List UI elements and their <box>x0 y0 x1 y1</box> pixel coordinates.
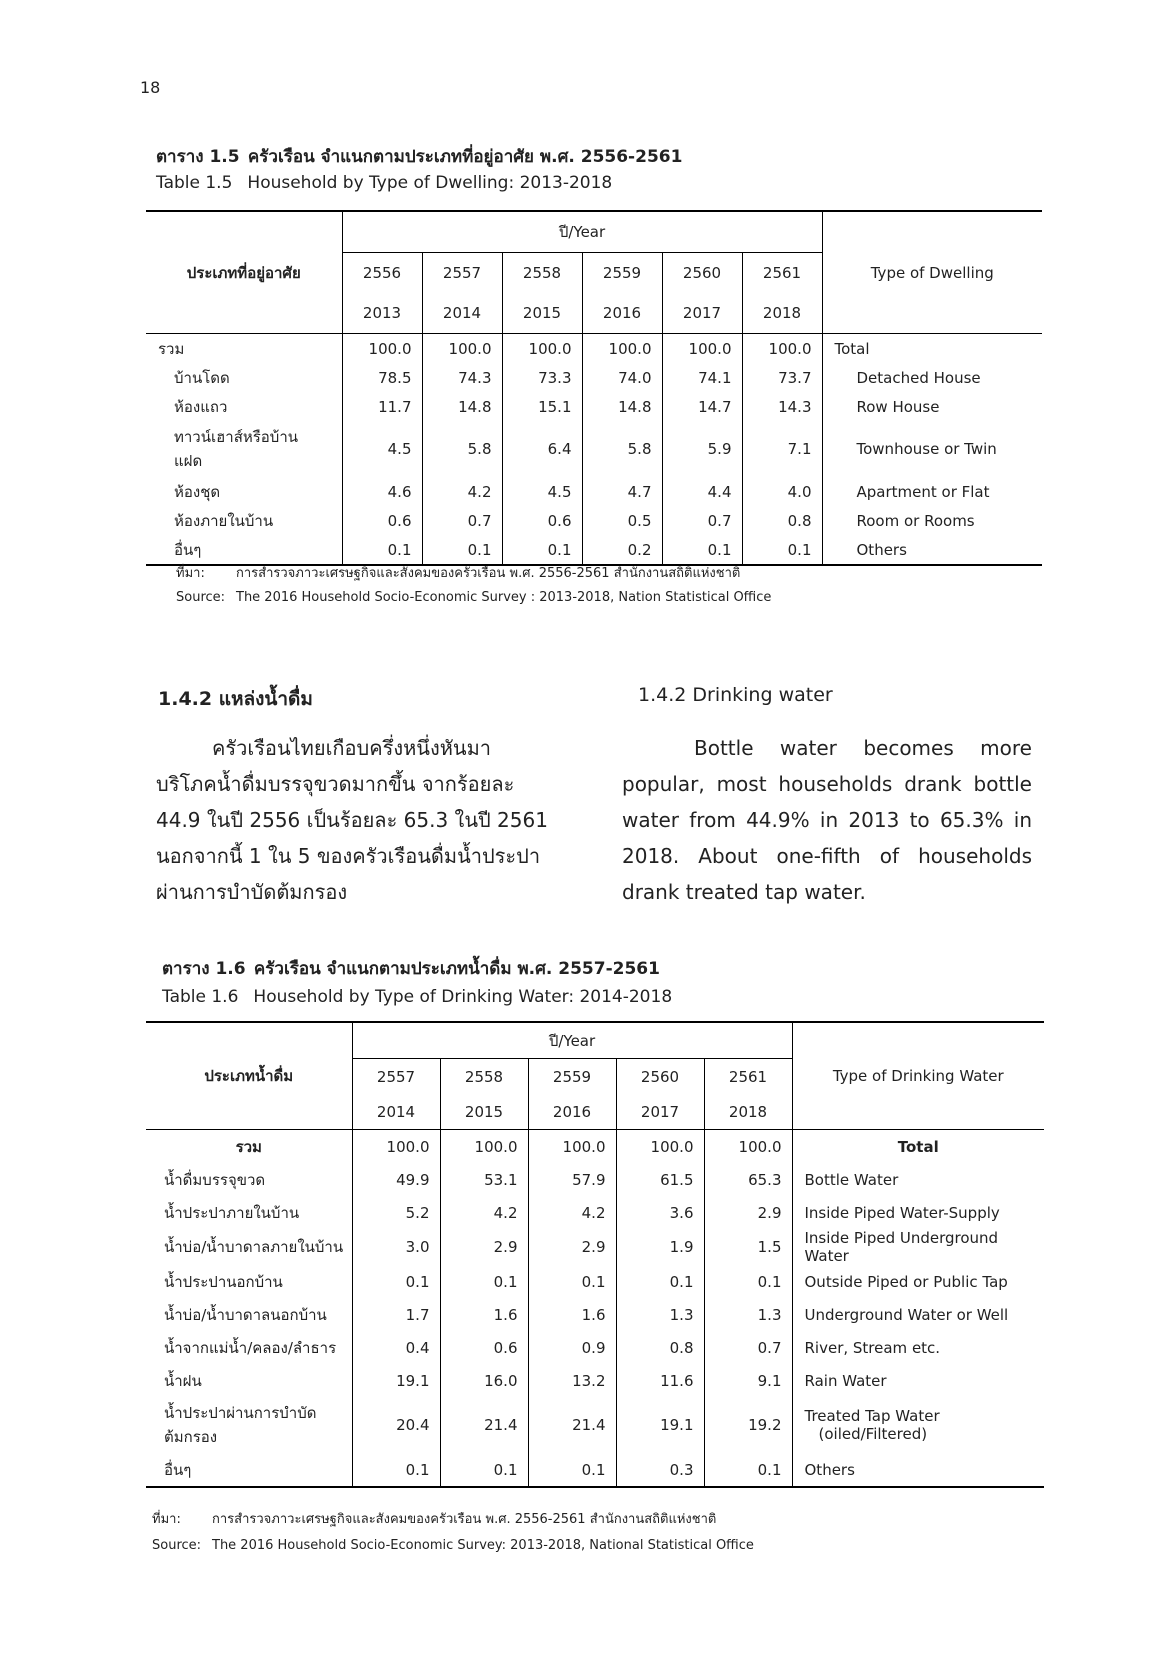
value-cell: 4.2 <box>422 477 502 506</box>
value-cell: 20.4 <box>352 1397 440 1453</box>
value-cell: 100.0 <box>422 334 502 364</box>
year-th-cell: 2560 <box>616 1059 704 1095</box>
table16-label-th: ตาราง 1.6 <box>162 959 246 979</box>
year-header: ปี/Year <box>342 211 822 253</box>
value-cell: 4.4 <box>662 477 742 506</box>
table-row <box>146 1229 1044 1265</box>
row-label-en <box>792 1163 1044 1196</box>
row-label-en-text: Treated Tap Water <box>804 1407 940 1425</box>
year-en-cell: 2014 <box>352 1094 440 1130</box>
year-th-cell: 2557 <box>422 253 502 294</box>
row-label-en <box>792 1265 1044 1298</box>
value-cell: 0.6 <box>342 506 422 535</box>
table16-label-en: Table 1.6 <box>162 987 239 1007</box>
value-cell: 100.0 <box>662 334 742 364</box>
paragraph-th-line1: ครัวเรือนไทยเกือบครึ่งหนึ่งหันมา <box>212 736 492 760</box>
row-label-en <box>822 477 1042 506</box>
value-cell: 0.1 <box>502 535 582 565</box>
year-th-cell: 2559 <box>582 253 662 294</box>
row-label-th <box>146 1130 352 1164</box>
year-en-cell: 2015 <box>502 293 582 334</box>
row-label-th <box>146 1298 352 1331</box>
row-label-th <box>146 1196 352 1229</box>
value-cell: 4.5 <box>342 421 422 477</box>
row-label-en <box>822 392 1042 421</box>
row-label-en-text: Row House <box>856 397 940 416</box>
value-cell: 6.4 <box>502 421 582 477</box>
table-row <box>146 1196 1044 1229</box>
value-cell: 61.5 <box>616 1163 704 1196</box>
row-label-en <box>792 1331 1044 1364</box>
value-cell: 0.6 <box>502 506 582 535</box>
table-row <box>146 1364 1044 1397</box>
value-cell: 1.3 <box>757 1305 782 1324</box>
value-cell: 73.7 <box>778 368 812 387</box>
row-label-en <box>792 1229 1044 1265</box>
row-label-th-text: น้ำประปาภายในบ้าน <box>164 1203 300 1222</box>
value-cell: 0.1 <box>528 1265 616 1298</box>
table15-title-en: Household by Type of Dwelling: 2013-2018 <box>247 173 613 193</box>
table16-title-th: ครัวเรือน จำแนกตามประเภทน้ำดื่ม พ.ศ. 2557-2561 <box>253 959 660 979</box>
paragraph-en-line1: Bottle water becomes more <box>694 736 1032 760</box>
year-en-cell: 2018 <box>742 293 822 334</box>
row-label-en-text: Rain Water <box>804 1371 887 1390</box>
value-cell: 73.3 <box>502 363 582 392</box>
page-number: 18 <box>140 78 161 97</box>
value-cell: 74.3 <box>422 363 502 392</box>
value-cell: 13.2 <box>528 1364 616 1397</box>
table16-caption-th <box>162 956 660 982</box>
value-cell: 0.8 <box>787 511 812 530</box>
year-th-cell: 2556 <box>342 253 422 294</box>
source-label-en: Source: <box>176 590 226 605</box>
year-header: ปี/Year <box>352 1022 792 1059</box>
value-cell: 100.0 <box>768 339 812 358</box>
value-cell: 0.9 <box>528 1331 616 1364</box>
year-th-cell: 2559 <box>528 1059 616 1095</box>
row-label-th <box>146 363 342 392</box>
table16-source-en <box>152 1534 754 1558</box>
section-heading-th: 1.4.2 แหล่งน้ำดื่ม <box>158 688 313 710</box>
value-cell: 5.8 <box>582 421 662 477</box>
row-label-en <box>822 363 1042 392</box>
table15-title-th: ครัวเรือน จำแนกตามประเภทที่อยู่อาศัย พ.ศ. 2556-2561 <box>247 147 683 167</box>
table-row <box>146 1298 1044 1331</box>
year-en-cell: 2017 <box>662 293 742 334</box>
row-label-th-text: น้ำประปานอกบ้าน <box>164 1272 283 1291</box>
table15-label-en: Table 1.5 <box>156 173 233 193</box>
row-label-en <box>792 1453 1044 1487</box>
row-label-th-text: ห้องแถว <box>174 397 228 416</box>
value-cell: 4.5 <box>502 477 582 506</box>
year-th-cell: 2561 <box>728 1067 768 1086</box>
value-cell: 15.1 <box>502 392 582 421</box>
row-label-en-text: Others <box>856 540 907 559</box>
row-label-th-text: น้ำบ่อ/น้ำบาดาลนอกบ้าน <box>164 1305 327 1324</box>
value-cell: 5.8 <box>422 421 502 477</box>
source-text-th: การสำรวจภาวะเศรษฐกิจและสังคมของครัวเรือน พ.ศ. 2556-2561 สำนักงานสถิติแห่งชาติ <box>212 1512 717 1527</box>
value-cell: 1.3 <box>616 1298 704 1331</box>
table16-title-en: Household by Type of Drinking Water: 2014-2018 <box>253 987 673 1007</box>
row-label-en-text: Bottle Water <box>804 1170 899 1189</box>
row-label-th-text: น้ำบ่อ/น้ำบาดาลภายในบ้าน <box>164 1238 344 1256</box>
table-row <box>146 1265 1044 1298</box>
year-th-cell: 2558 <box>440 1059 528 1095</box>
row-label-en-text: Apartment or Flat <box>856 482 990 501</box>
value-cell: 0.1 <box>662 535 742 565</box>
row-label-th <box>146 1453 352 1487</box>
row-label-en <box>822 334 1042 364</box>
value-cell: 14.8 <box>422 392 502 421</box>
header-row <box>146 211 1042 253</box>
row-label-th-text: รวม <box>235 1137 262 1156</box>
value-cell: 14.7 <box>662 392 742 421</box>
table-row <box>146 1163 1044 1196</box>
header-row <box>146 1022 1044 1059</box>
value-cell: 7.1 <box>787 440 812 458</box>
paragraph-th-rest: บริโภคน้ำดื่มบรรจุขวดมากขึ้น จากร้อยละ 44.9 ในปี 2556 เป็นร้อยละ 65.3 ในปี 2561 นอกจากนี้ 1 ใน 5 ของครัวเรือนดื่มน้ำประปาผ่านการบำบัดต้มกรอง <box>156 772 548 904</box>
row-label-th <box>146 1163 352 1196</box>
value-cell: 19.1 <box>616 1397 704 1453</box>
col-header-en: Type of Drinking Water <box>792 1022 1044 1130</box>
value-cell: 3.6 <box>616 1196 704 1229</box>
value-cell: 100.0 <box>616 1130 704 1164</box>
value-cell: 0.1 <box>440 1453 528 1487</box>
row-label-th-text-2: ต้มกรอง <box>164 1428 218 1446</box>
row-label-th-text: น้ำจากแม่น้ำ/คลอง/ลำธาร <box>164 1338 337 1357</box>
year-th-cell: 2561 <box>762 264 802 282</box>
col-header-en: Type of Dwelling <box>822 211 1042 334</box>
table15-caption-th <box>156 144 682 170</box>
value-cell: 9.1 <box>757 1371 782 1390</box>
row-label-th-text: น้ำดื่มบรรจุขวด <box>164 1170 266 1189</box>
col-header-th: ประเภทน้ำดื่ม <box>146 1022 352 1130</box>
row-label-en <box>792 1298 1044 1331</box>
row-label-th <box>146 392 342 421</box>
value-cell: 0.1 <box>616 1265 704 1298</box>
value-cell: 0.2 <box>582 535 662 565</box>
row-label-en <box>792 1130 1044 1164</box>
value-cell: 2.9 <box>528 1229 616 1265</box>
value-cell: 100.0 <box>738 1137 782 1156</box>
value-cell: 3.0 <box>352 1229 440 1265</box>
table15-source-th <box>176 562 740 586</box>
table16-source-th <box>152 1508 716 1532</box>
value-cell: 0.1 <box>528 1453 616 1487</box>
year-en-cell: 2016 <box>528 1094 616 1130</box>
value-cell: 49.9 <box>352 1163 440 1196</box>
row-label-th-text: ทาวน์เฮาส์หรือบ้าน <box>174 428 298 446</box>
source-text-en: The 2016 Household Socio-Economic Survey: 2013-2018, National Statistical Office <box>212 1538 754 1553</box>
source-text-th: การสำรวจภาวะเศรษฐกิจและสังคมของครัวเรือน พ.ศ. 2556-2561 สำนักงานสถิติแห่งชาติ <box>236 566 741 581</box>
table-row <box>146 363 1042 392</box>
value-cell: 19.1 <box>352 1364 440 1397</box>
table-row <box>146 1397 1044 1453</box>
value-cell: 0.1 <box>352 1265 440 1298</box>
row-label-th <box>146 535 342 565</box>
row-label-en <box>792 1364 1044 1397</box>
value-cell: 0.3 <box>616 1453 704 1487</box>
row-label-th <box>146 1364 352 1397</box>
row-label-en-text: Underground Water or Well <box>804 1305 1009 1324</box>
value-cell: 5.9 <box>662 421 742 477</box>
row-label-en-text: Total <box>834 339 870 358</box>
year-en-cell: 2013 <box>342 293 422 334</box>
value-cell: 21.4 <box>440 1397 528 1453</box>
section-heading-en: 1.4.2 Drinking water <box>638 684 833 706</box>
value-cell: 0.7 <box>757 1338 782 1357</box>
value-cell: 0.1 <box>342 535 422 565</box>
source-text-en: The 2016 Household Socio-Economic Survey : 2013-2018, Nation Statistical Office <box>236 590 772 605</box>
source-label-th: ที่มา: <box>152 1512 181 1527</box>
row-label-en-text-2: (oiled/Filtered) <box>818 1425 928 1443</box>
row-label-th <box>146 1265 352 1298</box>
year-th-cell: 2558 <box>502 253 582 294</box>
value-cell: 0.1 <box>440 1265 528 1298</box>
row-label-en <box>822 421 1042 477</box>
value-cell: 0.7 <box>662 506 742 535</box>
row-label-en-text: Outside Piped or Public Tap <box>804 1272 1008 1291</box>
value-cell: 4.0 <box>787 482 812 501</box>
year-en-cell: 2018 <box>704 1094 792 1130</box>
value-cell: 100.0 <box>342 334 422 364</box>
paragraph-en-rest: popular, most households drank bottle water from 44.9% in 2013 to 65.3% in 2018. About one-fifth of households drank treated tap water. <box>622 772 1032 904</box>
value-cell: 0.1 <box>422 535 502 565</box>
row-label-th <box>146 1229 352 1265</box>
row-label-th <box>146 1331 352 1364</box>
year-th-cell: 2560 <box>662 253 742 294</box>
row-label-th-text: น้ำประปาผ่านการบำบัด <box>164 1404 317 1422</box>
value-cell: 4.6 <box>342 477 422 506</box>
value-cell: 0.6 <box>440 1331 528 1364</box>
value-cell: 0.1 <box>787 540 812 559</box>
value-cell: 1.6 <box>528 1298 616 1331</box>
value-cell: 0.7 <box>422 506 502 535</box>
row-label-th-text: บ้านโดด <box>174 368 230 387</box>
row-label-th-text-2: แฝด <box>174 452 203 470</box>
value-cell: 14.8 <box>582 392 662 421</box>
value-cell: 100.0 <box>502 334 582 364</box>
row-label-th <box>146 1397 352 1453</box>
row-label-th-text: ห้องชุด <box>174 482 221 501</box>
row-label-th <box>146 421 342 477</box>
value-cell: 1.9 <box>616 1229 704 1265</box>
paragraph-th <box>156 730 554 910</box>
value-cell: 74.1 <box>662 363 742 392</box>
table16-caption-en <box>162 984 672 1010</box>
table-row <box>146 506 1042 535</box>
source-label-en: Source: <box>152 1538 202 1553</box>
row-label-en <box>792 1397 1044 1453</box>
value-cell: 0.1 <box>757 1272 782 1291</box>
value-cell: 100.0 <box>352 1130 440 1164</box>
value-cell: 16.0 <box>440 1364 528 1397</box>
value-cell: 21.4 <box>528 1397 616 1453</box>
row-label-en-text: Room or Rooms <box>856 511 975 530</box>
row-label-en-text: Inside Piped Underground Water <box>804 1229 999 1265</box>
value-cell: 14.3 <box>778 397 812 416</box>
table-row-total <box>146 334 1042 364</box>
value-cell: 4.2 <box>528 1196 616 1229</box>
value-cell: 11.7 <box>342 392 422 421</box>
value-cell: 19.2 <box>748 1416 782 1434</box>
row-label-th <box>146 477 342 506</box>
value-cell: 1.5 <box>757 1238 782 1256</box>
table-row <box>146 421 1042 477</box>
value-cell: 0.8 <box>616 1331 704 1364</box>
year-en-cell: 2015 <box>440 1094 528 1130</box>
row-label-en-text: Townhouse or Twin <box>856 440 997 458</box>
value-cell: 1.6 <box>440 1298 528 1331</box>
row-label-en <box>822 535 1042 565</box>
value-cell: 57.9 <box>528 1163 616 1196</box>
row-label-en <box>822 506 1042 535</box>
value-cell: 4.2 <box>440 1196 528 1229</box>
row-label-th <box>146 334 342 364</box>
row-label-en-text: Total <box>897 1137 939 1156</box>
value-cell: 5.2 <box>352 1196 440 1229</box>
value-cell: 2.9 <box>757 1203 782 1222</box>
value-cell: 0.1 <box>757 1460 782 1479</box>
value-cell: 0.5 <box>582 506 662 535</box>
value-cell: 74.0 <box>582 363 662 392</box>
table-row <box>146 1453 1044 1487</box>
year-en-cell: 2016 <box>582 293 662 334</box>
value-cell: 4.7 <box>582 477 662 506</box>
value-cell: 0.4 <box>352 1331 440 1364</box>
col-header-th: ประเภทที่อยู่อาศัย <box>146 211 342 334</box>
row-label-th-text: อื่นๆ <box>164 1460 192 1479</box>
value-cell: 2.9 <box>440 1229 528 1265</box>
table-row <box>146 477 1042 506</box>
value-cell: 0.1 <box>352 1453 440 1487</box>
year-th-cell: 2557 <box>352 1059 440 1095</box>
year-en-cell: 2017 <box>616 1094 704 1130</box>
source-label-th: ที่มา: <box>176 566 205 581</box>
table15 <box>146 210 1042 566</box>
table16 <box>146 1021 1044 1488</box>
row-label-th-text: น้ำฝน <box>164 1371 202 1390</box>
row-label-th-text: รวม <box>158 339 185 358</box>
value-cell: 1.7 <box>352 1298 440 1331</box>
value-cell: 78.5 <box>342 363 422 392</box>
table15-label-th: ตาราง 1.5 <box>156 147 240 167</box>
table15-caption-en <box>156 170 612 196</box>
value-cell: 65.3 <box>748 1170 782 1189</box>
table-row <box>146 392 1042 421</box>
value-cell: 11.6 <box>616 1364 704 1397</box>
row-label-en-text: Others <box>804 1460 855 1479</box>
year-en-cell: 2014 <box>422 293 502 334</box>
value-cell: 100.0 <box>582 334 662 364</box>
value-cell: 100.0 <box>440 1130 528 1164</box>
table-row <box>146 1331 1044 1364</box>
table15-source-en <box>176 586 771 610</box>
row-label-en-text: Detached House <box>856 368 981 387</box>
table-row-total <box>146 1130 1044 1164</box>
row-label-th-text: อื่นๆ <box>174 540 202 559</box>
row-label-th-text: ห้องภายในบ้าน <box>174 511 274 530</box>
row-label-en-text: Inside Piped Water-Supply <box>804 1203 1000 1222</box>
value-cell: 53.1 <box>440 1163 528 1196</box>
row-label-en-text: River, Stream etc. <box>804 1338 941 1357</box>
paragraph-en <box>622 730 1032 910</box>
row-label-th <box>146 506 342 535</box>
value-cell: 100.0 <box>528 1130 616 1164</box>
table-row <box>146 535 1042 565</box>
row-label-en <box>792 1196 1044 1229</box>
